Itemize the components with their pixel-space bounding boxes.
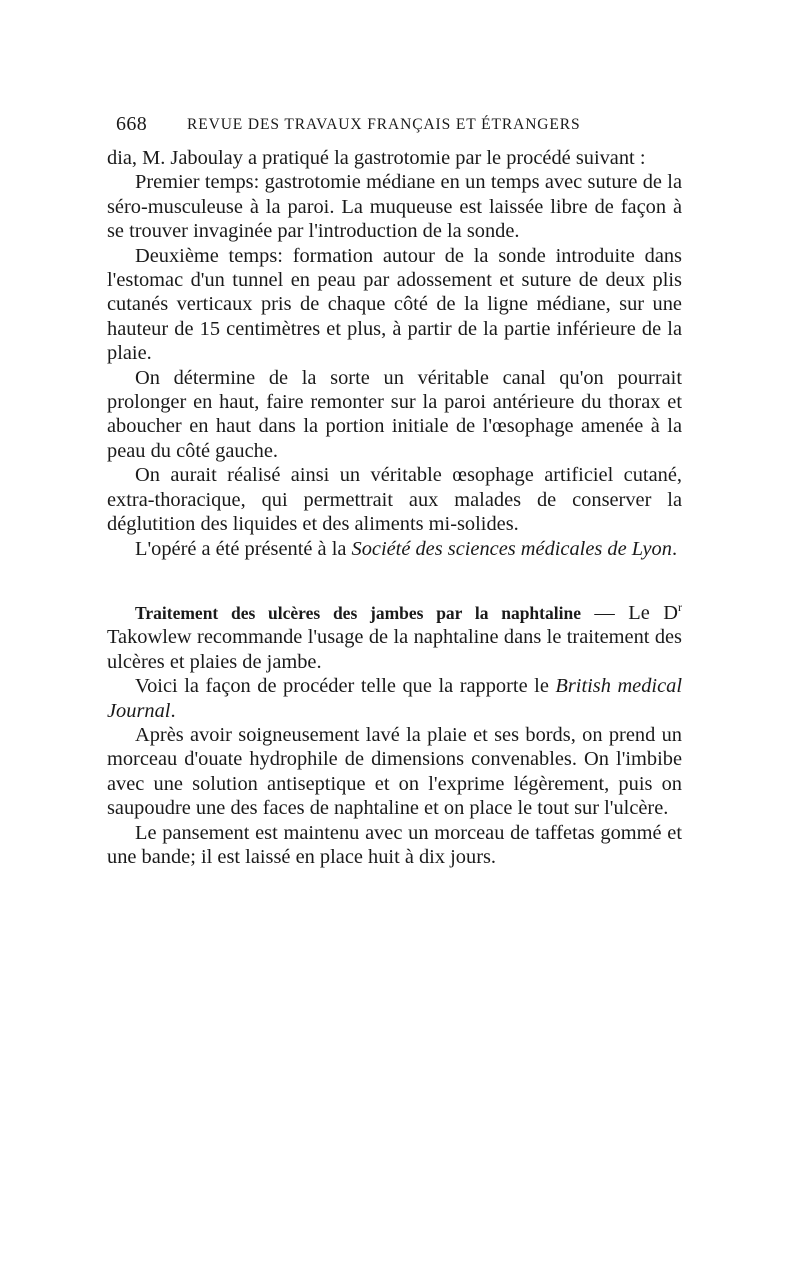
paragraph-procedure: Après avoir soigneusement lavé la plaie et ses bords, on prend un morceau d'ouate hydrophile de dimensions convenables. On l'imbibe avec une solution antiseptique et on l'exprime légèrement, puis on saupoudre une des faces de naphtaline et on place le tout sur l'ulcère. (107, 723, 682, 820)
running-title: REVUE DES TRAVAUX FRANÇAIS ET ÉTRANGERS (187, 116, 581, 133)
takowlew-text: Takowlew recommande l'usage de la naphtaline dans le traitement des ulcères et plaies de jambe. (107, 626, 682, 673)
dr-superscript: r (678, 600, 682, 615)
paragraph-deuxieme-temps: Deuxième temps: formation autour de la sonde introduite dans l'estomac d'un tunnel en peau par adossement et suture de deux plis cutanés verticaux pris de chaque côté de la ligne médiane, sur une hauteur de 15 centimètres et plus, à partir de la partie inférieure de la plaie. (107, 244, 682, 365)
journal-name: British medical Journal (107, 675, 682, 722)
opere-text: L'opéré a été présenté à la (135, 537, 352, 560)
paragraph-intro: dia, M. Jaboulay a pratiqué la gastrotomie par le procédé suivant : (107, 147, 646, 169)
society-name: Société des sciences médicales de Lyon (351, 537, 672, 560)
british-end: . (170, 699, 176, 722)
dr-abbrev: D (663, 601, 678, 624)
opere-end: . (671, 537, 678, 560)
page-number: 668 (116, 113, 148, 135)
paragraph-premier-temps: Premier temps: gastrotomie médiane en un temps avec suture de la séro-musculeuse à la paroi. La muqueuse est laissée libre de façon à se trouver invaginée par l'introduction de la sonde. (107, 171, 682, 243)
paragraph-oesophage: On aurait réalisé ainsi un véritable œsophage artificiel cutané, extra-thoracique, qui permettrait aux malades de conserver la déglutition des liquides et des aliments mi-solides. (107, 464, 682, 536)
section-title: Traitement des ulcères des jambes par la naphtaline (135, 602, 581, 623)
paragraph-pansement: Le pansement est maintenu avec un morceau de taffetas gommé et une bande; il est laissé en place huit à dix jours. (107, 821, 682, 868)
running-head (107, 113, 682, 139)
paragraph-opere (107, 537, 682, 561)
paragraph-section-heading (107, 601, 682, 674)
paragraph-british (107, 674, 682, 723)
title-dash: — Le (580, 601, 664, 624)
british-text: Voici la façon de procéder telle que la rapporte le (135, 675, 556, 698)
body-text (107, 146, 682, 869)
paragraph-canal: On détermine de la sorte un véritable canal qu'on pourrait prolonger en haut, faire remonter sur la paroi antérieure du thorax et aboucher en haut dans la portion initiale de l'œsophage amenée à la peau du côté gauche. (107, 366, 682, 462)
section-gap (107, 561, 682, 601)
